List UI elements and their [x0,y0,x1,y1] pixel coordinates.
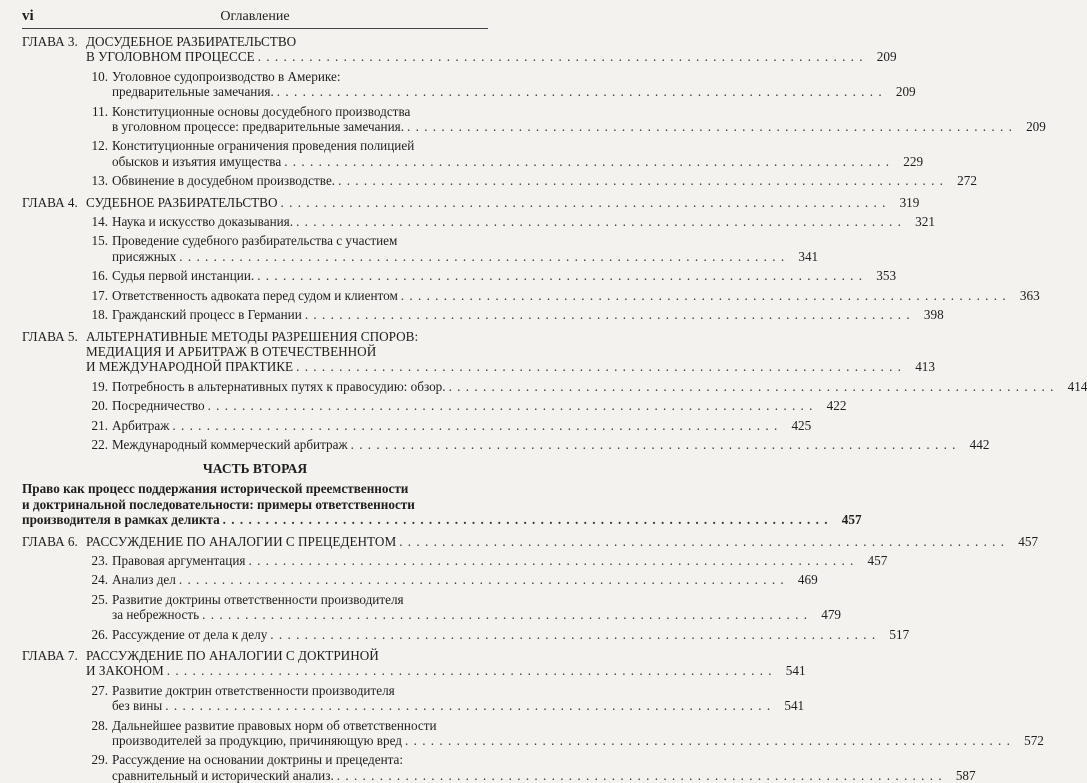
section-17-entry[interactable] [22,287,1040,303]
section-24-entry[interactable] [22,572,818,588]
page-ref: 398 [923,307,944,323]
section-number: 27. [91,682,108,698]
dot-leader [223,512,829,527]
chapter-label: ГЛАВА 3. [22,34,78,49]
section-title-line: в уголовном процессе: предварительные замечания. [112,119,404,135]
chapter-title-line: АЛЬТЕРНАТИВНЫЕ МЕТОДЫ РАЗРЕШЕНИЯ СПОРОВ: [86,328,419,344]
section-20-entry[interactable] [22,398,847,414]
part-title-line: и доктринальной последовательности: примеры ответственности [22,496,415,512]
part-heading: ЧАСТЬ ВТОРАЯ [202,461,308,477]
page-ref: 272 [957,173,977,189]
table-of-contents [22,34,1087,783]
section-title-line: Проведение судебного разбирательства с участием [112,233,398,249]
section-number: 12. [91,138,108,154]
page-ref: 457 [1018,533,1039,549]
chapter-title-line: РАССУЖДЕНИЕ ПО АНАЛОГИИ С ДОКТРИНОЙ [86,648,379,663]
dot-leader [248,553,854,568]
section-13-entry[interactable] [22,173,977,189]
section-16-entry[interactable] [22,268,897,284]
section-11-entry[interactable] [22,103,1046,135]
section-number: 21. [91,417,108,433]
section-title-line: производителей за продукцию, причиняющую вред [112,733,403,749]
section-title-line: Анализ дел [112,572,176,588]
page-ref: 413 [915,359,935,375]
section-title-line: Дальнейшее развитие правовых норм об ответственности [112,717,437,733]
chapter-label: ГЛАВА 4. [22,194,78,210]
page-ref: 479 [821,607,842,623]
dot-leader [258,49,864,64]
section-title-line: Конституционные основы досудебного производства [112,103,411,119]
chapter-5-entry[interactable] [22,328,935,375]
section-title-line: Судья первой инстанции. [112,268,255,284]
section-18-entry[interactable] [22,307,944,323]
chapter-title-line: ДОСУДЕБНОЕ РАЗБИРАТЕЛЬСТВО [86,34,297,49]
dot-leader [296,214,902,229]
part-title-line: Право как процесс поддержания исторической преемственности [22,481,409,497]
page-ref: 541 [784,698,805,714]
page-ref: 341 [798,248,819,264]
dot-leader [338,173,944,188]
dot-leader [277,84,883,99]
section-27-entry[interactable] [22,682,805,714]
section-14-entry[interactable] [22,214,935,230]
section-number: 23. [91,552,108,568]
page-ref: 319 [899,194,920,210]
dot-leader [167,663,773,678]
section-title-line: Наука и искусство доказывания. [112,214,294,230]
page-ref: 425 [791,417,812,433]
chapter-label: ГЛАВА 6. [22,533,78,549]
section-number: 25. [91,591,108,607]
section-title-line: присяжных [112,248,177,264]
page-ref: 457 [867,552,888,568]
part-2-entry[interactable] [22,481,862,528]
section-10-entry[interactable] [22,68,916,100]
section-number: 18. [91,307,108,323]
page-ref: 209 [1026,119,1046,135]
page-ref: 572 [1024,733,1044,749]
section-number: 26. [91,626,108,642]
dot-leader [284,154,890,169]
section-25-entry[interactable] [22,591,842,623]
dot-leader [449,379,1055,394]
section-title-line: Развитие доктрины ответственности производителя [112,591,404,607]
section-title-line: обысков и изъятия имущества [112,153,282,169]
section-number: 24. [91,572,108,588]
section-title-line: Гражданский процесс в Германии [112,307,302,323]
section-number: 13. [91,173,108,189]
page-ref: 229 [903,153,924,169]
page-ref: 363 [1019,287,1040,303]
dot-leader [399,534,1005,549]
page-ref: 517 [889,626,910,642]
chapter-6-entry[interactable] [22,533,1039,549]
chapter-title-line: СУДЕБНОЕ РАЗБИРАТЕЛЬСТВО [86,194,278,210]
page-ref: 442 [969,436,990,452]
dot-leader [179,572,785,587]
part-title-line: производителя в рамках деликта [22,512,220,528]
section-number: 20. [91,398,108,414]
section-title-line: Развитие доктрин ответственности производителя [112,682,395,698]
dot-leader [172,418,778,433]
dot-leader [407,119,1013,134]
section-title-line: Уголовное судопроизводство в Америке: [112,68,341,84]
chapter-title-line: И ЗАКОНОМ [86,663,164,679]
section-22-entry[interactable] [22,436,990,452]
page-ref: 422 [826,398,847,414]
chapter-label: ГЛАВА 7. [22,648,78,663]
dot-leader [401,288,1007,303]
page-ref: 353 [876,268,897,284]
section-number: 29. [91,752,108,768]
section-title-line: без вины [112,698,163,714]
page-ref: 414 [1067,378,1087,394]
dot-leader [337,768,943,783]
section-title-line: Международный коммерческий арбитраж [112,436,348,452]
section-23-entry[interactable] [22,552,888,568]
page-ref: 209 [876,49,897,65]
section-number: 11. [92,103,108,119]
chapter-7-entry[interactable] [22,648,806,679]
dot-leader [257,268,863,283]
section-title-line: Потребность в альтернативных путях к правосудию: обзор. [112,378,446,394]
section-15-entry[interactable] [22,233,819,264]
chapter-4-entry[interactable] [22,194,920,210]
section-title-line: сравнительный и исторический анализ. [112,767,334,783]
chapter-label: ГЛАВА 5. [22,328,78,344]
section-12-entry[interactable] [22,138,924,169]
chapter-title-line: МЕДИАЦИЯ И АРБИТРАЖ В ОТЕЧЕСТВЕННОЙ [86,343,377,359]
page-ref: 209 [895,84,916,100]
dot-leader [202,607,808,622]
running-header [22,8,488,29]
section-number: 19. [91,378,108,394]
section-title-line: Арбитраж [112,417,170,433]
dot-leader [405,733,1011,748]
page-ref: 469 [797,572,818,588]
page-number: vi [22,8,34,24]
section-title-line: Рассуждение от дела к делу [112,626,268,642]
section-29-entry[interactable] [22,752,976,783]
section-title-line: Конституционные ограничения проведения полицией [112,138,415,154]
section-number: 22. [91,436,108,452]
dot-leader [270,627,876,642]
page-ref: 587 [955,767,976,783]
section-title-line: предварительные замечания. [112,84,274,100]
section-title-line: Посредничество [112,398,205,414]
chapter-3-entry[interactable] [22,34,897,65]
page-ref: 321 [915,214,935,230]
chapter-title-line: РАССУЖДЕНИЕ ПО АНАЛОГИИ С ПРЕЦЕДЕНТОМ [86,533,397,549]
dot-leader [351,437,957,452]
section-number: 17. [91,287,108,303]
section-title-line: Рассуждение на основании доктрины и прецедента: [112,752,404,768]
section-26-entry[interactable] [22,626,910,642]
section-28-entry[interactable] [22,717,1044,749]
section-number: 15. [91,233,108,249]
dot-leader [165,698,771,713]
page-ref: 457 [841,512,862,528]
section-19-entry[interactable] [22,378,1087,394]
dot-leader [179,249,785,264]
section-number: 28. [91,717,108,733]
dot-leader [281,195,887,210]
chapter-title-line: И МЕЖДУНАРОДНОЙ ПРАКТИКЕ [86,359,294,375]
section-title-line: Правовая аргументация [112,552,246,568]
section-number: 10. [91,68,108,84]
dot-leader [296,359,902,374]
section-number: 14. [91,214,108,230]
section-title-line: Обвинение в досудебном производстве. [112,173,336,189]
section-21-entry[interactable] [22,417,812,433]
page-ref: 541 [785,663,806,679]
dot-leader [305,307,911,322]
dot-leader [208,398,814,413]
section-number: 16. [91,268,108,284]
section-title-line: за небрежность [112,607,200,623]
chapter-title-line: В УГОЛОВНОМ ПРОЦЕССЕ [86,49,255,65]
section-title-line: Ответственность адвоката перед судом и клиентом [112,287,398,303]
running-title: Оглавление [220,9,290,24]
